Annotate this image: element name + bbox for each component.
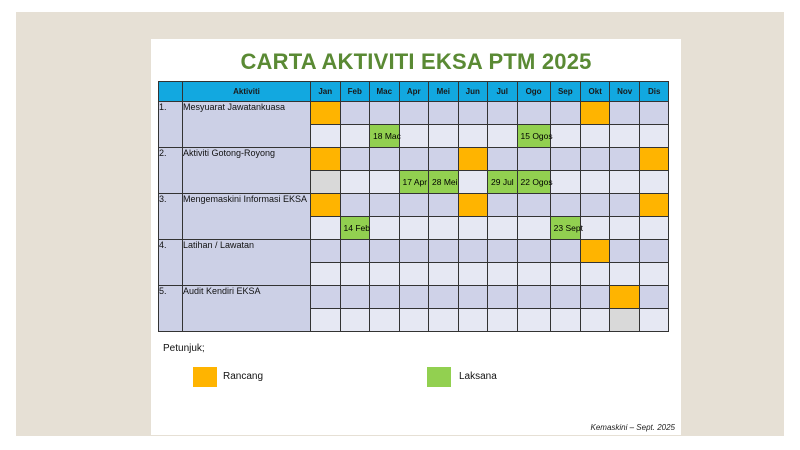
plan-cell [517, 240, 550, 263]
plan-cell [340, 148, 370, 171]
legend-swatch-laksana [427, 367, 451, 387]
table-row-plan [159, 148, 669, 171]
month-header: Apr [399, 82, 429, 102]
done-cell [458, 125, 488, 148]
plan-cell-orange [580, 102, 610, 125]
chart-title: CARTA AKTIVITI EKSA PTM 2025 [240, 49, 592, 74]
month-header: Okt [580, 82, 610, 102]
row-number: 1. [159, 102, 183, 148]
month-header: Jun [458, 82, 488, 102]
plan-cell [370, 240, 400, 263]
done-date-label: 17 Apr [402, 177, 428, 187]
plan-cell [399, 286, 429, 309]
done-cell [311, 263, 341, 286]
done-cell [399, 263, 429, 286]
plan-cell [311, 286, 341, 309]
month-header: Jul [488, 82, 518, 102]
plan-cell [399, 102, 429, 125]
done-cell [639, 171, 669, 194]
plan-cell [458, 240, 488, 263]
plan-cell [488, 240, 518, 263]
done-cell [580, 263, 610, 286]
plan-cell [311, 240, 341, 263]
plan-cell [550, 240, 580, 263]
plan-cell [399, 148, 429, 171]
done-cell [458, 309, 488, 332]
plan-cell [517, 102, 550, 125]
row-number: 3. [159, 194, 183, 240]
activity-table [158, 81, 669, 332]
plan-cell [370, 102, 400, 125]
plan-cell-orange [639, 194, 669, 217]
plan-cell [610, 240, 640, 263]
plan-cell [639, 240, 669, 263]
done-cell [340, 171, 370, 194]
done-cell [311, 125, 341, 148]
legend-label-rancang: Rancang [223, 371, 264, 382]
plan-cell [550, 102, 580, 125]
plan-cell [517, 148, 550, 171]
plan-cell [550, 194, 580, 217]
plan-cell [429, 194, 459, 217]
done-cell [550, 171, 580, 194]
plan-cell-orange [458, 148, 488, 171]
month-header: Nov [610, 82, 640, 102]
activity-name: Mengemaskini Informasi EKSA [183, 194, 311, 240]
plan-cell [488, 194, 518, 217]
plan-cell [488, 102, 518, 125]
plan-cell [550, 148, 580, 171]
done-cell-green [517, 125, 553, 148]
plan-cell [340, 102, 370, 125]
plan-cell [580, 148, 610, 171]
activity-name: Audit Kendiri EKSA [183, 286, 311, 332]
done-cell [429, 217, 459, 240]
done-cell [340, 263, 370, 286]
legend-title: Petunjuk; [163, 343, 205, 354]
plan-cell-orange [610, 286, 640, 309]
plan-cell [370, 148, 400, 171]
done-date-label: 14 Feb [343, 223, 370, 233]
done-cell [370, 217, 400, 240]
done-cell [370, 263, 400, 286]
done-cell-green [429, 171, 459, 194]
plan-cell-orange [580, 240, 610, 263]
month-header: Jan [311, 82, 341, 102]
plan-cell-orange [458, 194, 488, 217]
month-header: Sep [550, 82, 580, 102]
done-cell [517, 309, 550, 332]
done-cell [458, 263, 488, 286]
done-cell [550, 125, 580, 148]
done-cell [550, 309, 580, 332]
done-date-label: 18 Mac [373, 131, 401, 141]
table-row-plan [159, 194, 669, 217]
done-cell-grey [311, 171, 341, 194]
done-cell [311, 217, 341, 240]
done-cell [517, 263, 550, 286]
slide-frame [16, 12, 784, 436]
done-cell [610, 263, 640, 286]
done-cell-green [550, 217, 583, 240]
done-cell [488, 125, 518, 148]
row-number: 4. [159, 240, 183, 286]
done-cell [311, 309, 341, 332]
plan-cell-orange [639, 148, 669, 171]
done-cell [458, 171, 488, 194]
plan-cell [340, 240, 370, 263]
done-cell [610, 217, 640, 240]
done-cell [610, 125, 640, 148]
header-activity: Aktiviti [183, 82, 311, 102]
done-cell [340, 309, 370, 332]
plan-cell [458, 102, 488, 125]
month-header: Mac [370, 82, 400, 102]
month-header: Dis [639, 82, 669, 102]
plan-cell [580, 194, 610, 217]
document-page [151, 39, 681, 435]
table-row-plan [159, 240, 669, 263]
plan-cell [399, 240, 429, 263]
plan-cell [639, 102, 669, 125]
done-cell [639, 217, 669, 240]
done-cell [429, 263, 459, 286]
month-header: Ogo [517, 82, 550, 102]
done-cell [340, 125, 370, 148]
done-cell [517, 217, 550, 240]
plan-cell [610, 102, 640, 125]
done-cell [639, 263, 669, 286]
plan-cell [488, 148, 518, 171]
done-cell [639, 309, 669, 332]
month-header: Mei [429, 82, 459, 102]
done-cell [639, 125, 669, 148]
row-number: 5. [159, 286, 183, 332]
plan-cell [399, 194, 429, 217]
done-cell [370, 309, 400, 332]
table-row-plan [159, 102, 669, 125]
update-note: Kemaskini – Sept. 2025 [590, 423, 675, 432]
done-cell [458, 217, 488, 240]
done-cell [370, 171, 400, 194]
done-cell [580, 125, 610, 148]
plan-cell [370, 194, 400, 217]
done-cell [488, 263, 518, 286]
table-row-plan [159, 286, 669, 309]
plan-cell-orange [311, 194, 341, 217]
plan-cell [458, 286, 488, 309]
plan-cell [340, 286, 370, 309]
done-date-label: 15 Ogos [520, 131, 553, 141]
plan-cell [610, 194, 640, 217]
plan-cell [517, 286, 550, 309]
plan-cell [429, 240, 459, 263]
done-date-label: 29 Jul [491, 177, 514, 187]
row-number: 2. [159, 148, 183, 194]
header-num [159, 82, 183, 102]
legend-swatch-rancang [193, 367, 217, 387]
done-cell-green [340, 217, 370, 240]
done-cell [488, 217, 518, 240]
activity-name: Latihan / Lawatan [183, 240, 311, 286]
done-cell [580, 309, 610, 332]
header-row [159, 82, 669, 102]
done-date-label: 28 Mei [432, 177, 458, 187]
legend-label-laksana: Laksana [459, 371, 497, 382]
done-date-label: 23 Sept [553, 223, 583, 233]
done-cell [550, 263, 580, 286]
done-date-label: 22 Ogos [520, 177, 553, 187]
done-cell-grey [610, 309, 640, 332]
plan-cell [429, 286, 459, 309]
plan-cell [429, 148, 459, 171]
done-cell [488, 309, 518, 332]
done-cell [399, 217, 429, 240]
plan-cell [517, 194, 550, 217]
done-cell-green [517, 171, 553, 194]
done-cell [429, 125, 459, 148]
plan-cell [639, 286, 669, 309]
done-cell [399, 125, 429, 148]
plan-cell [488, 286, 518, 309]
plan-cell [610, 148, 640, 171]
plan-cell-orange [311, 102, 341, 125]
done-cell [429, 309, 459, 332]
activity-name: Mesyuarat Jawatankuasa [183, 102, 311, 148]
done-cell-green [370, 125, 400, 148]
activity-name: Aktiviti Gotong-Royong [183, 148, 311, 194]
plan-cell [340, 194, 370, 217]
done-cell-green [488, 171, 518, 194]
done-cell [399, 309, 429, 332]
done-cell [610, 171, 640, 194]
month-header: Feb [340, 82, 370, 102]
plan-cell-orange [311, 148, 341, 171]
done-cell [580, 217, 610, 240]
plan-cell [550, 286, 580, 309]
plan-cell [580, 286, 610, 309]
done-cell-green [399, 171, 429, 194]
plan-cell [370, 286, 400, 309]
plan-cell [429, 102, 459, 125]
done-cell [580, 171, 610, 194]
